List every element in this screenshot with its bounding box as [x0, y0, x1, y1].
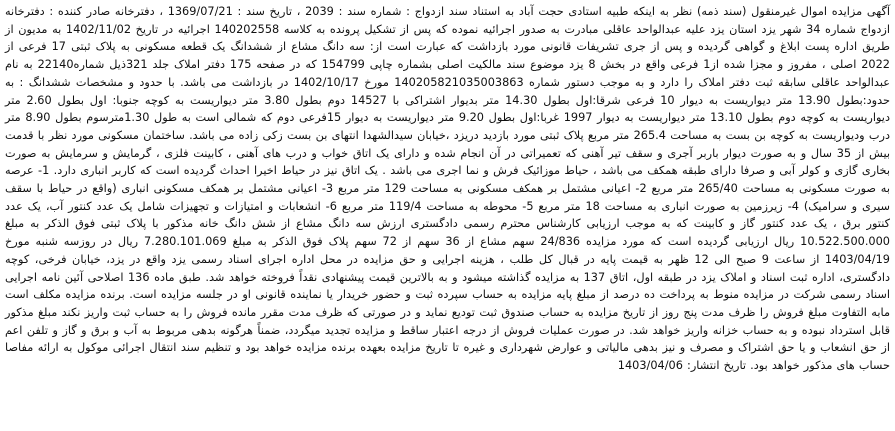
- notice-body-text: آگهی مزایده اموال غیرمنقول (سند ذمه) نظر به اینکه طبیه استادی حجت آباد به استناد سند ازدواج : شماره سند : 2039 ، تاریخ سند : 1369/07/21 ، دفترخانه صادر کننده : دفترخانه ازدواج شماره 34 شهر یزد استان یزد علیه عبدالواحد عاقلی مبادرت به صدور اجرائیه نموده که پس از تشکیل پرونده به کلاسه 140202558 اجرائیه در تاریخ 1402/11/02 به مدیون از طریق اداره پست ابلاغ و گواهی گردیده و پس از جری تشریفات قانونی مورد بازداشت که عبارت است از: سه دانگ مشاع از ششدانگ یک قطعه مسکونی به پلاک ثبتی 17 فرعی از 2022 اصلی ، مفروز و مجزا شده از1 فرعی واقع در بخش 8 یزد موضوع سند مالکیت اصلی بشماره چاپی 154799 که در صفحه 175 دفتر املاک جلد 321ذیل شماره22140 به نام عبدالواحد عاقلی سابقه ثبت دفتر املاک را دارد و به موجب دستور شماره 140205821035003863 مورخ 1402/10/17 در بازداشت می باشد. با حدود و مشخصات ششدانگ : به حدود:بطول 13.90 متر دیواریست به دیوار 10 فرعی شرقا:اول بطول 14.30 متر بدیوار اشتراکی با 14527 دوم بطول 3.80 متر دیواریست به کوچه جنوبا: اول بطول 2.60 متر دیواریست به کوچه دوم بطول 13.10 متر دیواریست به دیوار 1997 غربا:اول بطول 9.20 متر دیواریست به دیوار 15فرعی دوم که شمالی است به طول 1.30مترسوم بطول 8.90 متر درب ودیواریست به کوچه بن بست به مساحت 265.4 متر مربع پلاک ثبتی مورد بازدید دریزد ،خیابان سیدالشهدا انتهای بن بست زکی زاده می باشد. ساختمان مسکونی مورد نظر با قدمت بیش از 35 سال و به صورت دیوار باربر آجری و سقف تیر آهنی که تعمیراتی در آن انجام شده و دارای یک اتاق خواب و درب های آهنی ، کابینت فلزی ، گرمایش و سرمایش به صورت بخاری گازی و کولر آبی و صرفا دارای طبقه همکف می باشد ، حیاط موزائیک فرش و نما اجری می باشد . یک اتاق نیز در حیاط اخیرا احداث گردیده است که کاربر انباری دارد. 1- عرصه به صورت مسکونی به مساحت 265/40 متر مربع 2- اعیانی مشتمل بر همکف مسکونی به مساحت 129 متر مربع 3- اعیانی مشتمل بر همکف مسکونی انباری (واقع در حیاط با سقف سیری و سرامیک) 4- زیرزمین به صورت انباری به مساحت 18 متر مربع 5- محوطه به مساحت 119/4 متر مربع 6- انشعابات و امتیازات و تجهیزات شامل یک عدد کنتور آب، یک عدد کنتور برق ، یک عدد کنتور گاز و کابینت که به موجب ارزیابی کارشناس محترم رسمی دادگستری ارزش سه دانگ مشاع از شش دانگ خانه مذکور با پلاک ثبتی فوق الذکر به مبلغ 10.522.500.000 ریال ارزیابی گردیده است که مورد مزایده 24/836 سهم مشاع از 36 سهم از 72 سهم پلاک فوق الذکر به مبلغ 7.280.101.069 ریال در روزسه شنبه مورخ 1403/04/19 از ساعت 9 صبح الی 12 ظهر به قیمت پایه در قبال کل طلب ، هزینه اجرایی و حق مزایده در محل اداره اجرای اسناد رسمی یزد واقع در یزد، خیابان فرخی، کوچه دادگستری، اداره ثبت اسناد و املاک یزد در طبقه اول، اتاق 137 به مزایده گذاشته میشود و به بالاترین قیمت پیشنهادی نقداً فروخته خواهد شد. طبق ماده 136 اصلاحی آئین نامه اجرایی اسناد رسمی شرکت در مزایده منوط به پرداخت ده درصد از مبلغ پایه مزایده به حساب سپرده ثبت و حضور خریدار یا نماینده قانونی او در جلسه مزایده است. برنده مزایده مکلف است مابه التفاوت مبلغ فروش را ظرف مدت پنج روز از تاریخ مزایده به حساب صندوق ثبت تودیع نماید و در صورتی که ظرف مدت مقرر مانده فروش را به حساب ثبت واریز نکند مبلغ مذکور قابل استرداد نبوده و به حساب خزانه واریز خواهد شد. در صورت عملیات فروش از درجه اعتبار ساقط و مزایده تجدید میگردد، ضمناً هرگونه بدهی مربوط به آب و برق و گاز و تلفن اعم از حق انشعاب و یا حق اشتراک و مصرف و نیز بدهی مالیاتی و عوارض شهرداری و غیره تا تاریخ مزایده بعهده برنده مزایده خواهد بود و تنظیم سند انتقال اجرائی موکول به ارائه مفاصا حساب های مذکور خواهد بود. تاریخ انتشار: 1403/04/06: [5, 5, 891, 373]
